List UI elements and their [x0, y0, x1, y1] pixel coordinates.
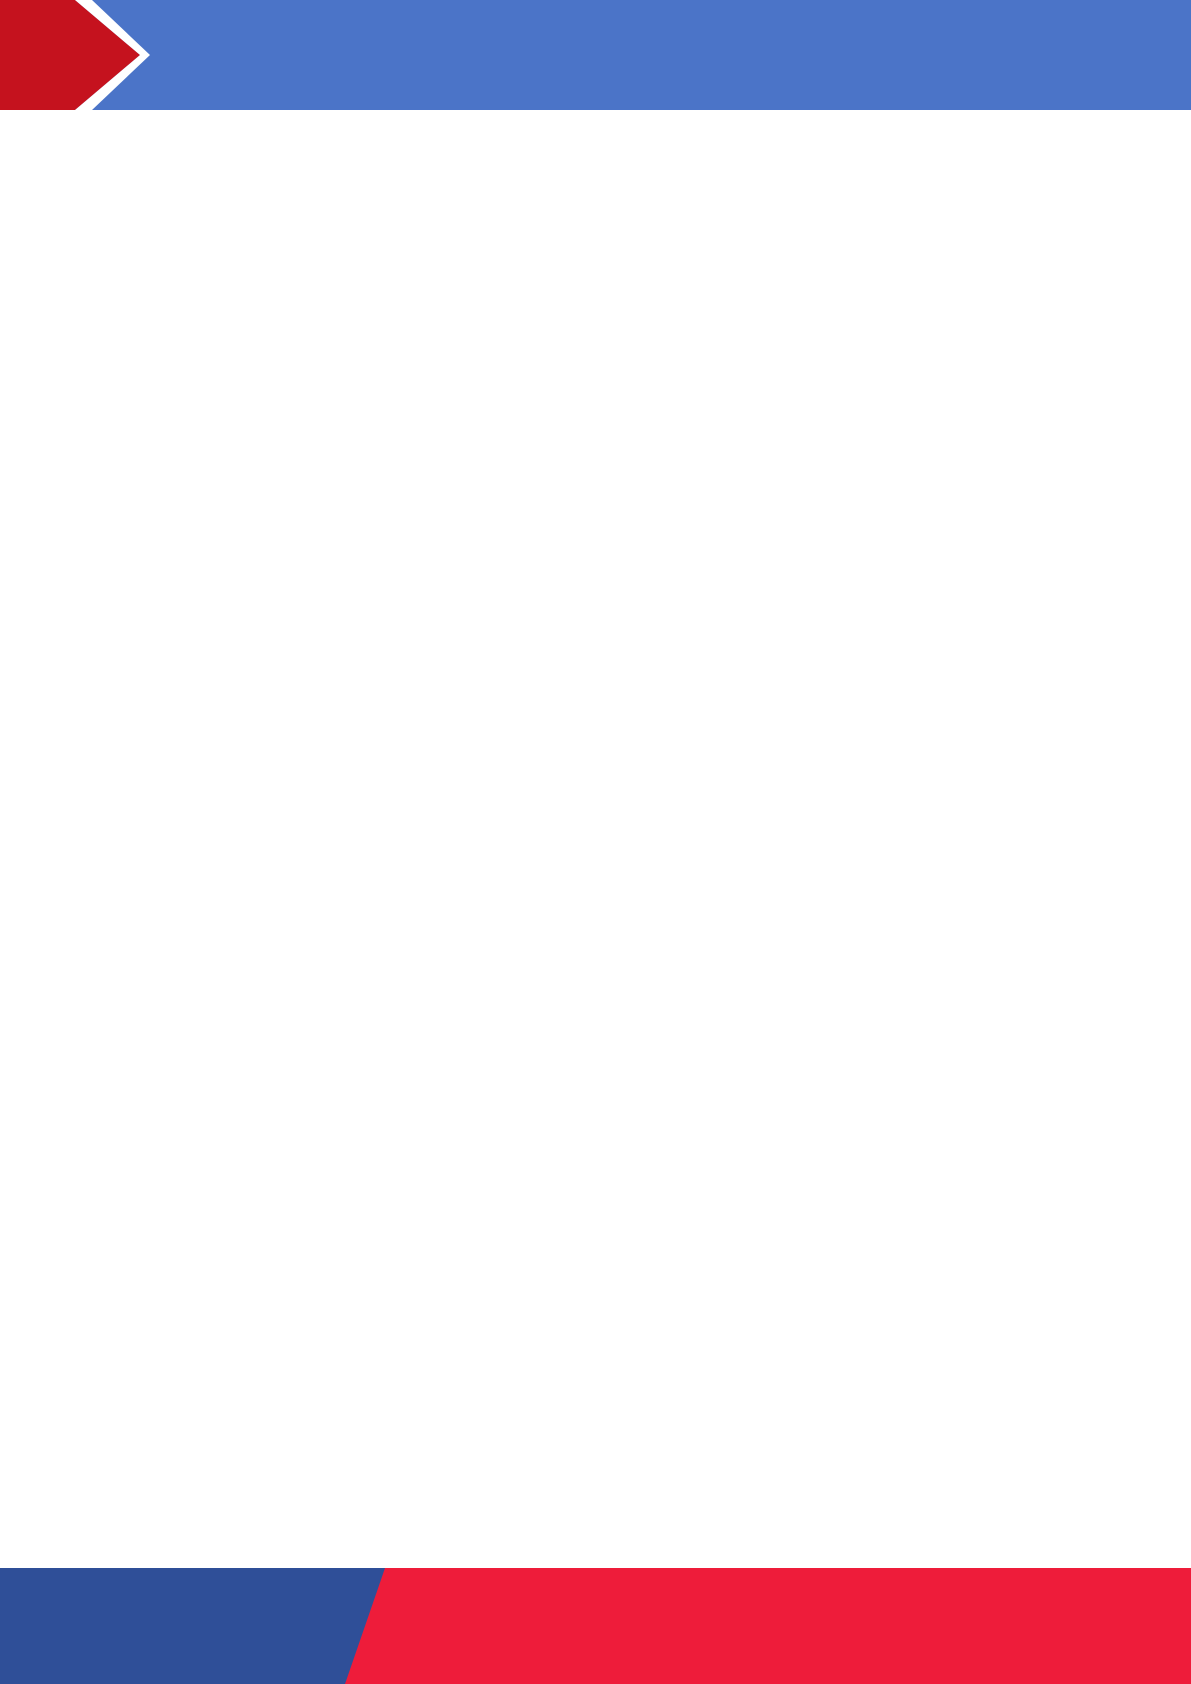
header-chevron-icon: [0, 0, 150, 110]
page-footer: [0, 1568, 1191, 1684]
page-header: [0, 0, 1191, 110]
footer-banner-shape: [0, 1568, 1191, 1684]
page-content: [143, 133, 1048, 333]
